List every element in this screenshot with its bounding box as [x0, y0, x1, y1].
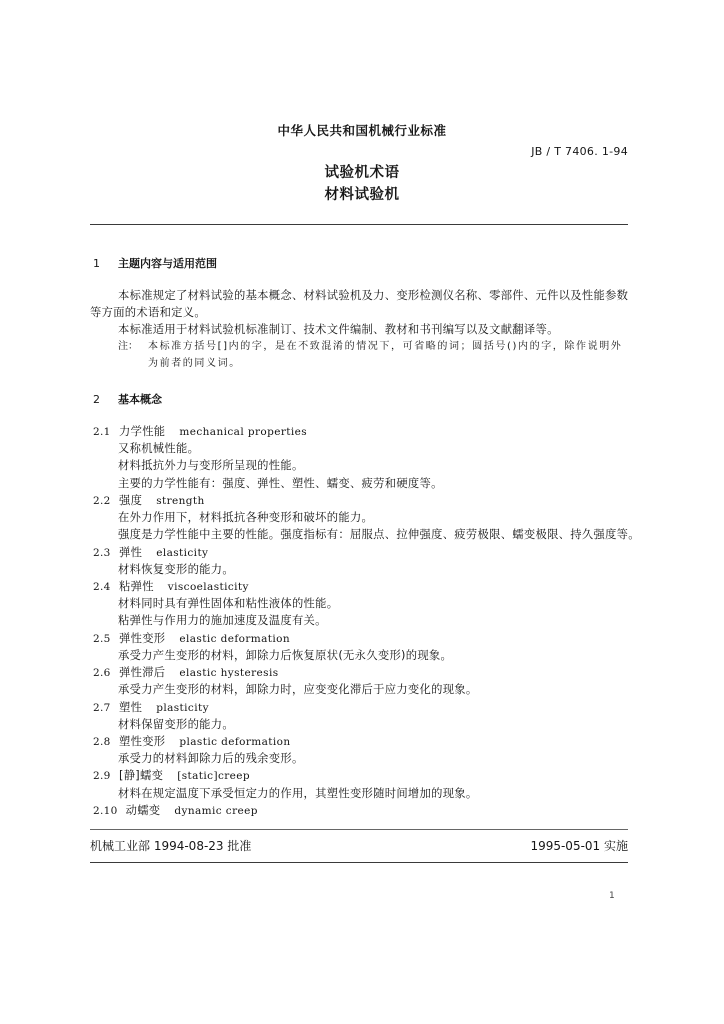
term-en: dynamic creep: [174, 804, 258, 817]
term-en: plasticity: [156, 701, 209, 714]
term-zh: 强度: [119, 493, 143, 507]
definition-line: 材料恢复变形的能力。: [118, 562, 234, 576]
issuer-title: 中华人民共和国机械行业标准: [277, 123, 447, 138]
term-entry: [93, 492, 640, 509]
term-en: [static]creep: [177, 770, 250, 783]
section-title: 主题内容与适用范围: [118, 257, 217, 270]
definition-line: 粘弹性与作用力的施加速度及温度有关。: [118, 614, 327, 628]
implementation-date: 1995-05-01 实施: [530, 839, 628, 853]
definition-line: 承受力产生变形的材料，卸除力时，应变变化滞后于应力变化的现象。: [118, 683, 478, 697]
section-title: 基本概念: [118, 393, 162, 406]
term-number: 2.5: [93, 632, 111, 645]
term-zh: 力学性能: [119, 425, 166, 438]
section-1-heading: [93, 255, 217, 271]
term-entry: [93, 664, 640, 681]
term-number: 2.10: [93, 804, 118, 817]
note-label: 注：: [118, 341, 138, 352]
definition-line: 强度是力学性能中主要的性能。强度指标有：屈服点、拉伸强度、疲劳极限、蠕变极限、持久强度等。: [118, 528, 640, 542]
footer-divider-top: [90, 829, 628, 830]
term-number: 2.9: [93, 770, 111, 783]
term-entry: [93, 767, 640, 784]
section-number: 2: [93, 393, 100, 406]
definition-line: 承受力的材料卸除力后的残余变形。: [118, 752, 304, 766]
section-number: 1: [93, 257, 100, 270]
definition-line: 材料保留变形的能力。: [118, 717, 234, 731]
term-entry: [93, 423, 640, 440]
term-en: elastic hysteresis: [179, 667, 279, 680]
term-en: plastic deformation: [179, 735, 291, 748]
term-entry: [93, 733, 640, 750]
note-line: 为前者的同义词。: [148, 358, 241, 369]
page-number: 1: [609, 891, 615, 901]
term-zh: 弹性变形: [119, 631, 166, 645]
term-number: 2.4: [93, 580, 111, 593]
definition-line: 又称机械性能。: [118, 442, 200, 456]
document-title-line1: 试验机术语: [324, 165, 400, 181]
term-en: viscoelasticity: [167, 580, 249, 593]
term-number: 2.6: [93, 667, 111, 680]
term-zh: 弹性: [119, 545, 143, 559]
term-entry: [93, 544, 640, 561]
definition-line: 材料抵抗外力与变形所呈现的性能。: [118, 459, 304, 473]
term-number: 2.7: [93, 701, 111, 714]
section-1-body: [90, 287, 628, 372]
standard-code: JB / T 7406. 1-94: [531, 145, 628, 158]
paragraph-line: 等方面的术语和定义。: [90, 306, 206, 319]
approval-info: 机械工业部 1994-08-23 批准: [90, 839, 252, 853]
term-en: elasticity: [156, 546, 209, 559]
term-en: strength: [156, 494, 205, 507]
term-entry: [93, 578, 640, 595]
term-number: 2.3: [93, 546, 111, 559]
term-number: 2.1: [93, 426, 111, 438]
term-number: 2.8: [93, 735, 111, 748]
paragraph-line: 本标准适用于材料试验机标准制订、技术文件编制、教材和书刊编写以及文献翻译等。: [118, 323, 559, 336]
term-en: elastic deformation: [179, 632, 291, 645]
note-line: [90, 338, 628, 355]
term-zh: [静]蠕变: [119, 769, 164, 783]
definition-line: 主要的力学性能有：强度、弹性、塑性、蠕变、疲劳和硬度等。: [118, 476, 443, 490]
definition-line: 材料在规定温度下承受恒定力的作用，其塑性变形随时间增加的现象。: [118, 786, 478, 800]
header-divider: [90, 224, 628, 225]
footer-divider-bottom: [90, 862, 628, 863]
term-zh: 动蠕变: [125, 803, 161, 817]
term-entry: [93, 630, 640, 647]
definition-line: 在外力作用下，材料抵抗各种变形和破坏的能力。: [118, 511, 374, 525]
definition-line: 承受力产生变形的材料，卸除力后恢复原状(无永久变形)的现象。: [118, 648, 453, 662]
term-zh: 弹性滞后: [119, 666, 166, 680]
term-number: 2.2: [93, 494, 111, 507]
document-title-line2: 材料试验机: [324, 187, 400, 203]
term-zh: 粘弹性: [119, 579, 154, 593]
definition-line: 材料同时具有弹性固体和粘性液体的性能。: [118, 597, 339, 611]
term-en: mechanical properties: [179, 426, 308, 438]
term-entry: [93, 802, 640, 819]
term-zh: 塑性: [119, 700, 143, 714]
note-text: 本标准方括号[]内的字，是在不致混淆的情况下，可省略的词；圆括号()内的字，除作说明外: [148, 341, 623, 352]
section-2-body: [93, 423, 640, 819]
term-zh: 塑性变形: [119, 734, 166, 748]
paragraph-line: 本标准规定了材料试验的基本概念、材料试验机及力、变形检测仪名称、零部件、元件以及性能参数: [118, 289, 629, 302]
section-2-heading: [93, 391, 162, 407]
term-entry: [93, 699, 640, 716]
